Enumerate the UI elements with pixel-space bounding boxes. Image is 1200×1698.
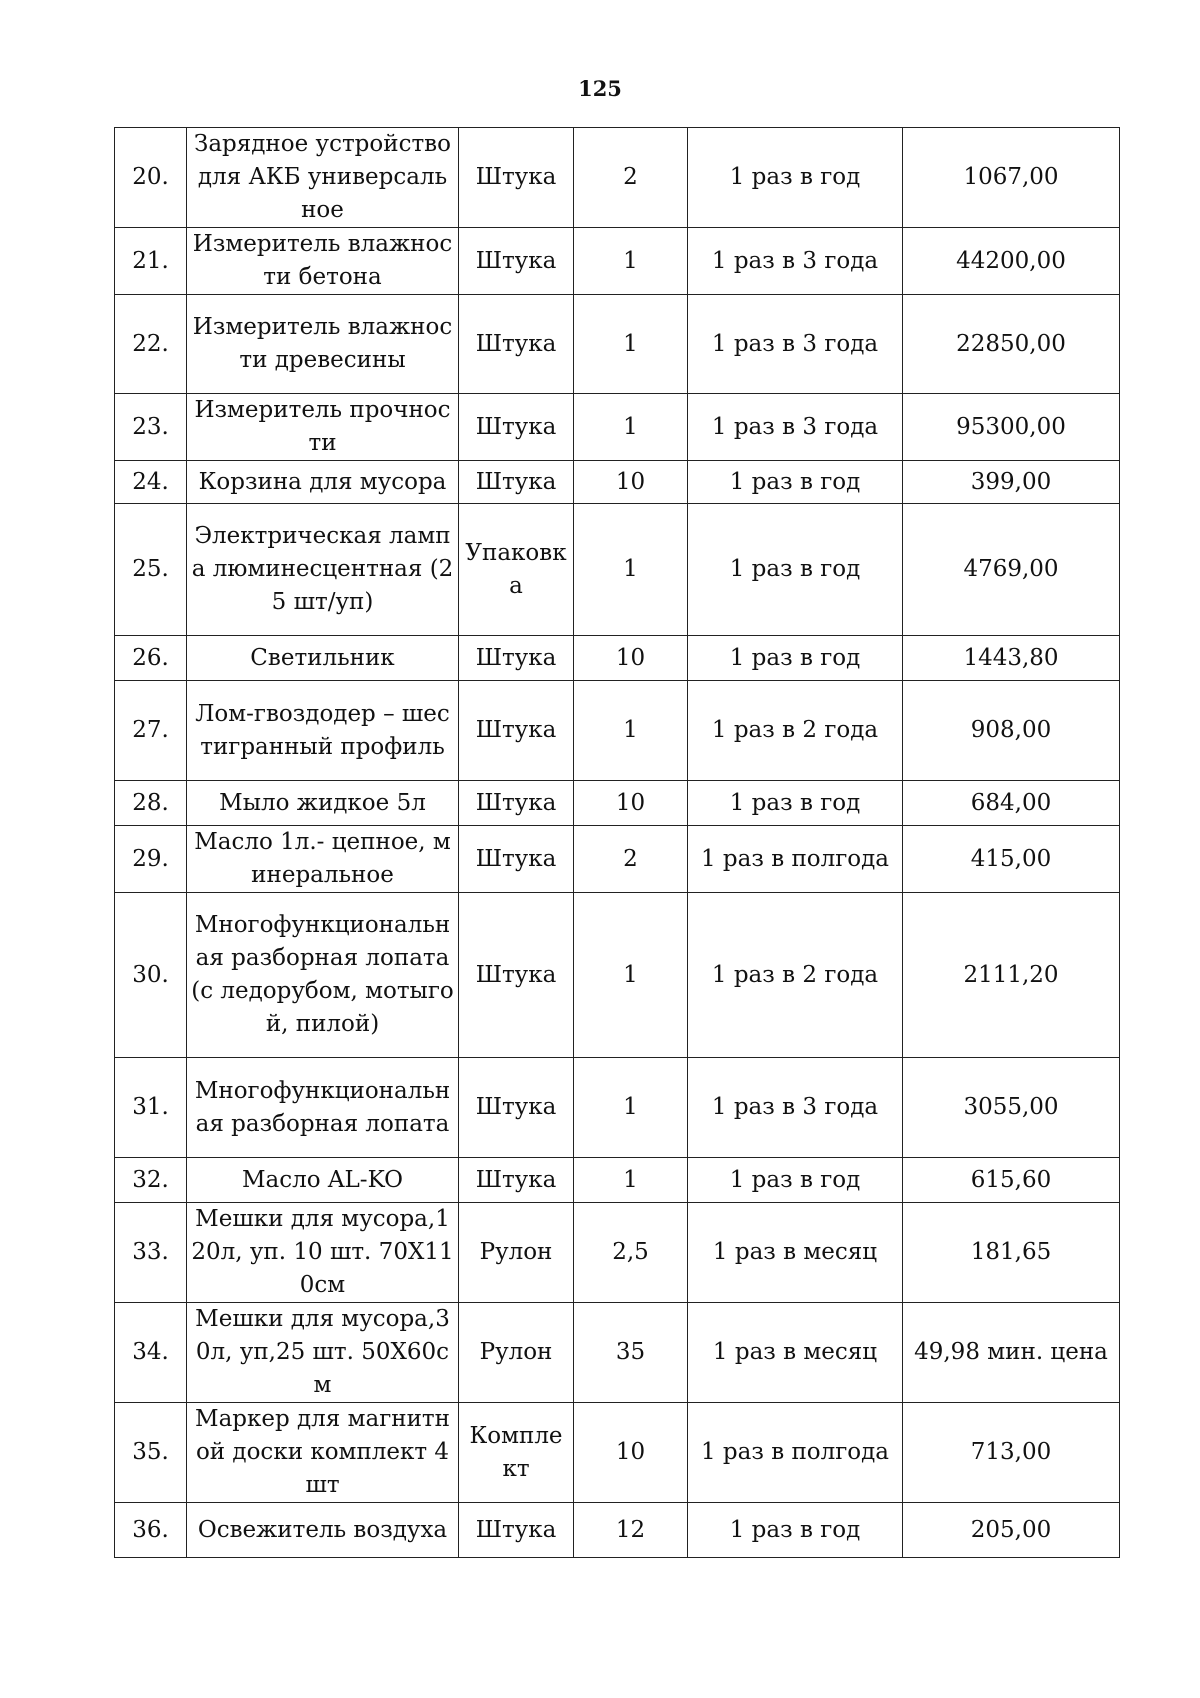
item-frequency: 1 раз в год <box>688 504 903 636</box>
item-price: 22850,00 <box>903 295 1120 394</box>
item-unit: Штука <box>459 1058 574 1158</box>
row-number: 30. <box>115 893 187 1058</box>
item-name: Освежитель воздуха <box>187 1503 459 1558</box>
row-number: 34. <box>115 1303 187 1403</box>
item-price: 205,00 <box>903 1503 1120 1558</box>
table-row <box>115 295 1120 394</box>
item-frequency: 1 раз в месяц <box>688 1303 903 1403</box>
table-row <box>115 228 1120 295</box>
item-frequency: 1 раз в 3 года <box>688 394 903 461</box>
row-number: 32. <box>115 1158 187 1203</box>
row-number: 22. <box>115 295 187 394</box>
item-quantity: 2 <box>574 128 688 228</box>
item-quantity: 12 <box>574 1503 688 1558</box>
item-quantity: 1 <box>574 893 688 1058</box>
item-quantity: 1 <box>574 504 688 636</box>
row-number: 24. <box>115 461 187 504</box>
item-frequency: 1 раз в 2 года <box>688 893 903 1058</box>
row-number: 25. <box>115 504 187 636</box>
item-unit: Штука <box>459 681 574 781</box>
table-row <box>115 893 1120 1058</box>
item-unit: Штука <box>459 461 574 504</box>
table-row <box>115 1303 1120 1403</box>
item-quantity: 35 <box>574 1303 688 1403</box>
row-number: 28. <box>115 781 187 826</box>
item-unit: Штука <box>459 228 574 295</box>
item-name: Измеритель прочности <box>187 394 459 461</box>
item-unit: Штука <box>459 893 574 1058</box>
table-row <box>115 394 1120 461</box>
item-price: 713,00 <box>903 1403 1120 1503</box>
table-row <box>115 128 1120 228</box>
item-unit: Штука <box>459 1158 574 1203</box>
item-unit: Штука <box>459 781 574 826</box>
row-number: 27. <box>115 681 187 781</box>
item-frequency: 1 раз в 3 года <box>688 1058 903 1158</box>
item-name: Электрическая лампа люминесцентная (25 шт/уп) <box>187 504 459 636</box>
item-frequency: 1 раз в год <box>688 781 903 826</box>
item-quantity: 10 <box>574 636 688 681</box>
item-frequency: 1 раз в 2 года <box>688 681 903 781</box>
item-price: 181,65 <box>903 1203 1120 1303</box>
item-name: Масло AL-KO <box>187 1158 459 1203</box>
item-quantity: 1 <box>574 1058 688 1158</box>
item-price: 399,00 <box>903 461 1120 504</box>
item-price: 95300,00 <box>903 394 1120 461</box>
item-quantity: 10 <box>574 461 688 504</box>
item-price: 44200,00 <box>903 228 1120 295</box>
item-frequency: 1 раз в год <box>688 636 903 681</box>
row-number: 36. <box>115 1503 187 1558</box>
item-frequency: 1 раз в полгода <box>688 1403 903 1503</box>
item-name: Многофункциональная разборная лопата <box>187 1058 459 1158</box>
item-price: 415,00 <box>903 826 1120 893</box>
table-row <box>115 781 1120 826</box>
item-name: Масло 1л.- цепное, минеральное <box>187 826 459 893</box>
item-quantity: 1 <box>574 228 688 295</box>
item-price: 908,00 <box>903 681 1120 781</box>
table-row <box>115 504 1120 636</box>
item-name: Многофункциональная разборная лопата (с ледорубом, мотыгой, пилой) <box>187 893 459 1058</box>
item-frequency: 1 раз в год <box>688 1158 903 1203</box>
item-name: Зарядное устройство для АКБ универсальное <box>187 128 459 228</box>
item-frequency: 1 раз в 3 года <box>688 228 903 295</box>
row-number: 35. <box>115 1403 187 1503</box>
item-frequency: 1 раз в год <box>688 128 903 228</box>
page-number: 125 <box>578 76 622 101</box>
item-unit: Штука <box>459 636 574 681</box>
item-price: 3055,00 <box>903 1058 1120 1158</box>
row-number: 29. <box>115 826 187 893</box>
item-frequency: 1 раз в год <box>688 461 903 504</box>
table-row <box>115 1403 1120 1503</box>
table-row <box>115 1503 1120 1558</box>
item-quantity: 2 <box>574 826 688 893</box>
item-price: 684,00 <box>903 781 1120 826</box>
items-table <box>114 127 1120 1558</box>
item-unit: Штука <box>459 394 574 461</box>
table-row <box>115 461 1120 504</box>
item-unit: Упаковка <box>459 504 574 636</box>
item-name: Мешки для мусора,30л, уп,25 шт. 50Х60см <box>187 1303 459 1403</box>
item-unit: Штука <box>459 1503 574 1558</box>
item-price: 615,60 <box>903 1158 1120 1203</box>
item-unit: Комплект <box>459 1403 574 1503</box>
item-price: 4769,00 <box>903 504 1120 636</box>
item-quantity: 10 <box>574 1403 688 1503</box>
item-quantity: 1 <box>574 1158 688 1203</box>
item-name: Корзина для мусора <box>187 461 459 504</box>
item-unit: Рулон <box>459 1203 574 1303</box>
item-price: 1067,00 <box>903 128 1120 228</box>
item-unit: Рулон <box>459 1303 574 1403</box>
table-row <box>115 1203 1120 1303</box>
row-number: 21. <box>115 228 187 295</box>
item-frequency: 1 раз в 3 года <box>688 295 903 394</box>
table-row <box>115 681 1120 781</box>
item-quantity: 1 <box>574 394 688 461</box>
table-row <box>115 636 1120 681</box>
item-price: 2111,20 <box>903 893 1120 1058</box>
item-name: Измеритель влажности древесины <box>187 295 459 394</box>
item-name: Мешки для мусора,120л, уп. 10 шт. 70Х110см <box>187 1203 459 1303</box>
row-number: 31. <box>115 1058 187 1158</box>
row-number: 26. <box>115 636 187 681</box>
item-price: 49,98 мин. цена <box>903 1303 1120 1403</box>
item-quantity: 2,5 <box>574 1203 688 1303</box>
item-frequency: 1 раз в месяц <box>688 1203 903 1303</box>
item-frequency: 1 раз в год <box>688 1503 903 1558</box>
item-unit: Штука <box>459 295 574 394</box>
item-quantity: 1 <box>574 295 688 394</box>
table-row <box>115 1058 1120 1158</box>
table-row <box>115 826 1120 893</box>
item-quantity: 10 <box>574 781 688 826</box>
item-frequency: 1 раз в полгода <box>688 826 903 893</box>
row-number: 23. <box>115 394 187 461</box>
item-name: Измеритель влажности бетона <box>187 228 459 295</box>
item-quantity: 1 <box>574 681 688 781</box>
item-unit: Штука <box>459 128 574 228</box>
item-name: Мыло жидкое 5л <box>187 781 459 826</box>
row-number: 20. <box>115 128 187 228</box>
item-price: 1443,80 <box>903 636 1120 681</box>
item-name: Светильник <box>187 636 459 681</box>
row-number: 33. <box>115 1203 187 1303</box>
item-unit: Штука <box>459 826 574 893</box>
table-row <box>115 1158 1120 1203</box>
item-name: Маркер для магнитной доски комплект 4шт <box>187 1403 459 1503</box>
item-name: Лом-гвоздодер – шестигранный профиль <box>187 681 459 781</box>
